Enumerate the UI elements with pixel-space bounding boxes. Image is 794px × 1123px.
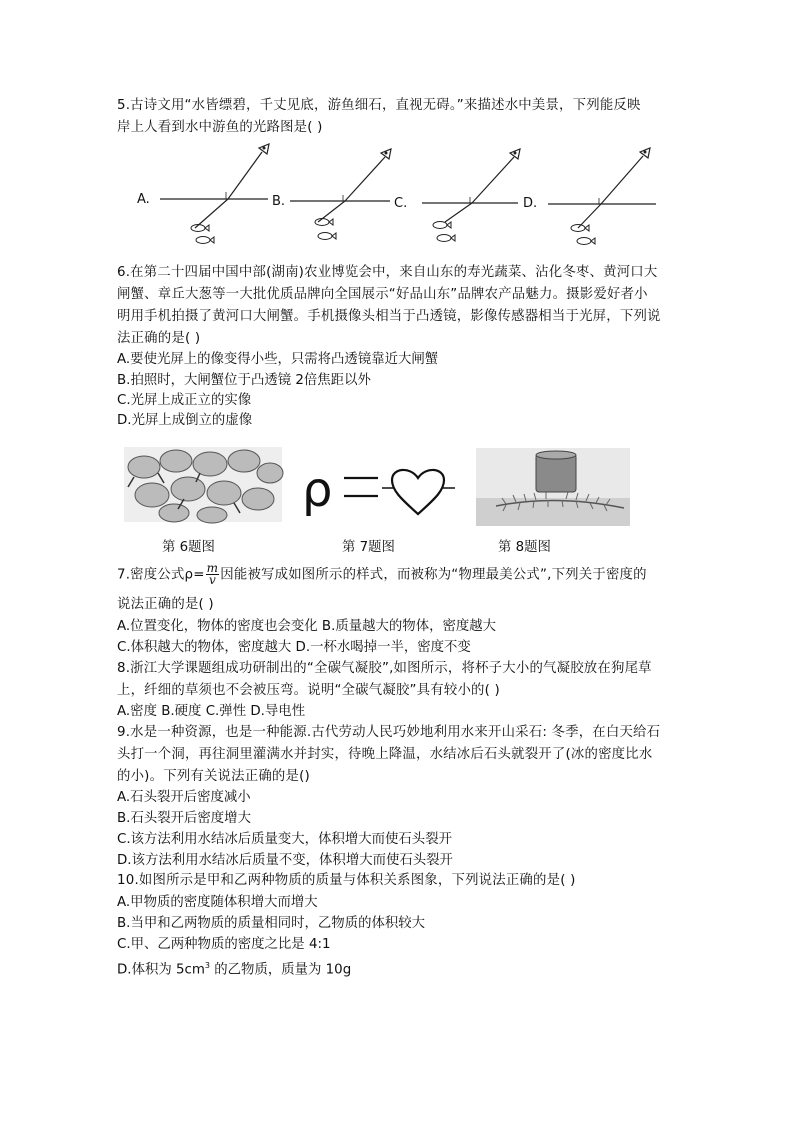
q10-option-b: B.当甲和乙两物质的质量相同时，乙物质的体积较大 — [117, 916, 426, 931]
q7-stem-line1 — [117, 563, 647, 588]
q9-option-d: D.该方法利用水结冰后质量不变，体积增大而使石头裂开 — [117, 853, 453, 868]
q10-option-a: A.甲物质的密度随体积增大而增大 — [117, 895, 318, 910]
q10-option-d-prefix: D.体积为 5cm — [117, 962, 205, 978]
q5-option-b-label: B. — [272, 194, 286, 209]
q6-option-a: A.要使光屏上的像变得小些，只需将凸透镜靠近大闸蟹 — [117, 352, 439, 367]
q8-aerogel-photo — [476, 448, 630, 526]
q5-stem-line2: 岸上人看到水中游鱼的光路图是( ) — [117, 120, 323, 135]
figure-6-caption: 第 6题图 — [162, 540, 215, 555]
q6-option-c: C.光屏上成正立的实像 — [117, 393, 252, 408]
q8-stem-line2: 上，纤细的草须也不会被压弯。说明“全碳气凝胶”具有较小的( ) — [117, 683, 500, 698]
q5-stem-line1: 5.古诗文用“水皆缥碧，千丈见底，游鱼细石，直视无碍。”来描述水中美景，下列能反映 — [117, 98, 641, 113]
q6-stem-line4: 法正确的是( ) — [117, 331, 201, 346]
q6-crab-photo — [124, 447, 282, 522]
q5-diagram-d — [548, 148, 656, 245]
q5-diagram-c — [422, 149, 520, 242]
q5-option-c-label: C. — [394, 196, 408, 211]
q6-option-b: B.拍照时，大闸蟹位于凸透镜 2倍焦距以外 — [117, 373, 371, 388]
q8-stem-line1: 8.浙江大学课题组成功研制出的“全碳气凝胶”,如图所示，将杯子大小的气凝胶放在狗尾草 — [117, 661, 652, 676]
cubic-superscript: 3 — [204, 961, 211, 970]
q7-beautiful-formula — [300, 454, 460, 524]
q10-stem: 10.如图所示是甲和乙两种物质的质量与体积关系图象，下列说法正确的是( ) — [117, 873, 576, 888]
q9-option-a: A.石头裂开后密度减小 — [117, 790, 251, 805]
q7-options-cd: C.体积越大的物体，密度越大 D.一杯水喝掉一半，密度不变 — [117, 640, 471, 655]
q9-stem-line1: 9.水是一种资源，也是一种能源.古代劳动人民巧妙地利用水来开山采石: 冬季，在白天给石 — [117, 725, 661, 740]
q5-option-a-label: A. — [137, 192, 150, 207]
q6-stem-line2: 闸蟹、章丘大葱等一大批优质品牌向全国展示“好品山东”品牌农产品魅力。摄影爱好者小 — [117, 287, 648, 302]
rho-symbol: ρ — [302, 462, 333, 518]
q9-option-b: B.石头裂开后密度增大 — [117, 811, 251, 826]
density-fraction — [206, 563, 220, 586]
q10-option-c: C.甲、乙两种物质的密度之比是 4:1 — [117, 937, 331, 952]
q5-diagram-b — [290, 149, 391, 240]
figure-8-caption: 第 8题图 — [498, 540, 551, 555]
q6-option-d: D.光屏上成倒立的虚像 — [117, 413, 253, 428]
q7-stem-line2: 说法正确的是( ) — [117, 597, 214, 612]
q6-stem-line1: 6.在第二十四届中国中部(湖南)农业博览会中，来自山东的寿光蔬菜、沾化冬枣、黄河口大 — [117, 265, 658, 280]
q9-option-c: C.该方法利用水结冰后质量变大，体积增大而使石头裂开 — [117, 832, 452, 847]
figure-7-caption: 第 7题图 — [342, 540, 395, 555]
q7-stem-prefix: 7.密度公式ρ= — [117, 567, 205, 583]
fraction-numerator: m — [206, 561, 219, 575]
q5-diagram-a — [160, 144, 269, 244]
q7-options-ab: A.位置变化，物体的密度也会变化 B.质量越大的物体，密度越大 — [117, 619, 497, 634]
q7-stem-suffix: 因能被写成如图所示的样式，而被称为“物理最美公式”,下列关于密度的 — [220, 567, 647, 583]
fraction-denominator: v — [208, 573, 216, 587]
q9-stem-line3: 的小)。下列有关说法正确的是() — [117, 769, 310, 784]
q9-stem-line2: 头打一个洞，再往洞里灌满水并封实，待晚上降温，水结冰后石头就裂开了(冰的密度比水 — [117, 747, 653, 762]
q8-options: A.密度 B.硬度 C.弹性 D.导电性 — [117, 704, 306, 719]
q10-option-d — [117, 956, 351, 980]
q6-stem-line3: 明用手机拍摄了黄河口大闸蟹。手机摄像头相当于凸透镜，影像传感器相当于光屏，下列说 — [117, 309, 661, 324]
q5-option-d-label: D. — [523, 196, 538, 211]
q10-option-d-suffix: 的乙物质，质量为 10g — [210, 962, 352, 978]
